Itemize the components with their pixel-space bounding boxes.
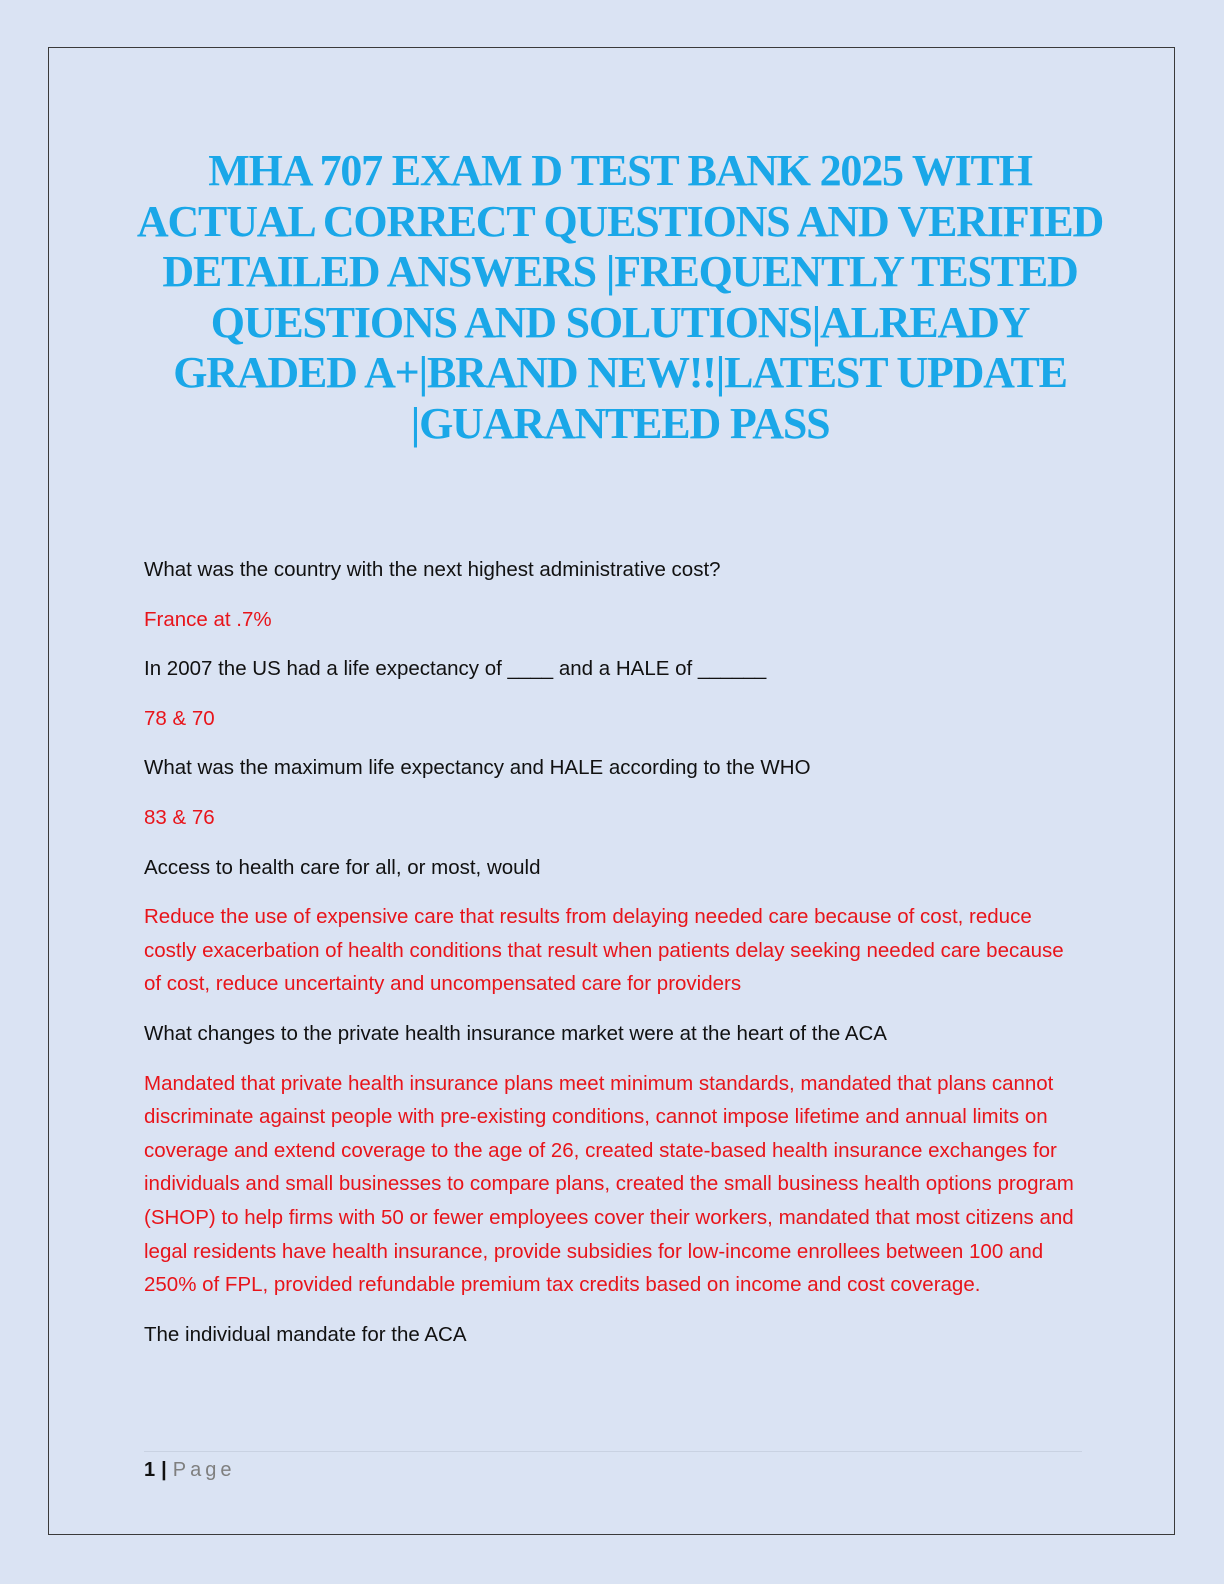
qa-item <box>144 851 1084 1001</box>
question-text: What was the maximum life expectancy and HALE according to the WHO <box>144 756 811 780</box>
qa-item <box>144 751 1084 834</box>
qa-item <box>144 1318 1084 1352</box>
qa-item <box>144 553 1084 636</box>
footer-separator: | <box>161 1459 167 1481</box>
qa-item <box>144 1017 1084 1302</box>
question-text: What was the country with the next highest administrative cost? <box>144 558 721 581</box>
answer-text: Reduce the use of expensive care that results from delaying needed care because of cost, reduce costly exacerbation of health conditions that result when patients delay seeking needed care because of cost, reduce uncertainty and uncompensated care for providers <box>144 905 1064 996</box>
page-label: Page <box>172 1459 236 1481</box>
page-footer <box>144 1456 235 1484</box>
document-title: MHA 707 EXAM D TEST BANK 2025 WITH ACTUAL CORRECT QUESTIONS AND VERIFIED DETAILED ANSWERS |FREQUENTLY TESTED QUESTIONS AND SOLUTIONS|ALREADY GRADED A+|BRAND NEW!!|LATEST UPDATE |GUARANTEED PASS <box>136 146 1104 448</box>
answer-text: France at .7% <box>144 607 272 631</box>
question-text: In 2007 the US had a life expectancy of ____ and a HALE of ______ <box>144 657 767 681</box>
answer-text: Mandated that private health insurance plans meet minimum standards, mandated that plans cannot discriminate against people with pre-existing conditions, cannot impose lifetime and annual limits on coverage and extend coverage to the age of 26, created state-based health insurance exchanges for individuals and small businesses to compare plans, created the small business health options program (SHOP) to help firms with 50 or fewer employees cover their workers, mandated that most citizens and legal residents have health insurance, provide subsidies for low-income enrollees between 100 and 250% of FPL, provided refundable premium tax credits based on income and cost coverage. <box>144 1071 1074 1297</box>
footer-divider <box>144 1451 1082 1452</box>
qa-list <box>144 553 1084 1367</box>
page-number: 1 <box>144 1459 156 1481</box>
answer-text: 83 & 76 <box>144 805 215 829</box>
question-text: What changes to the private health insurance market were at the heart of the ACA <box>144 1021 887 1045</box>
question-text: Access to health care for all, or most, would <box>144 855 541 879</box>
question-text: The individual mandate for the ACA <box>144 1322 467 1346</box>
answer-text: 78 & 70 <box>144 706 215 730</box>
qa-item <box>144 652 1084 735</box>
